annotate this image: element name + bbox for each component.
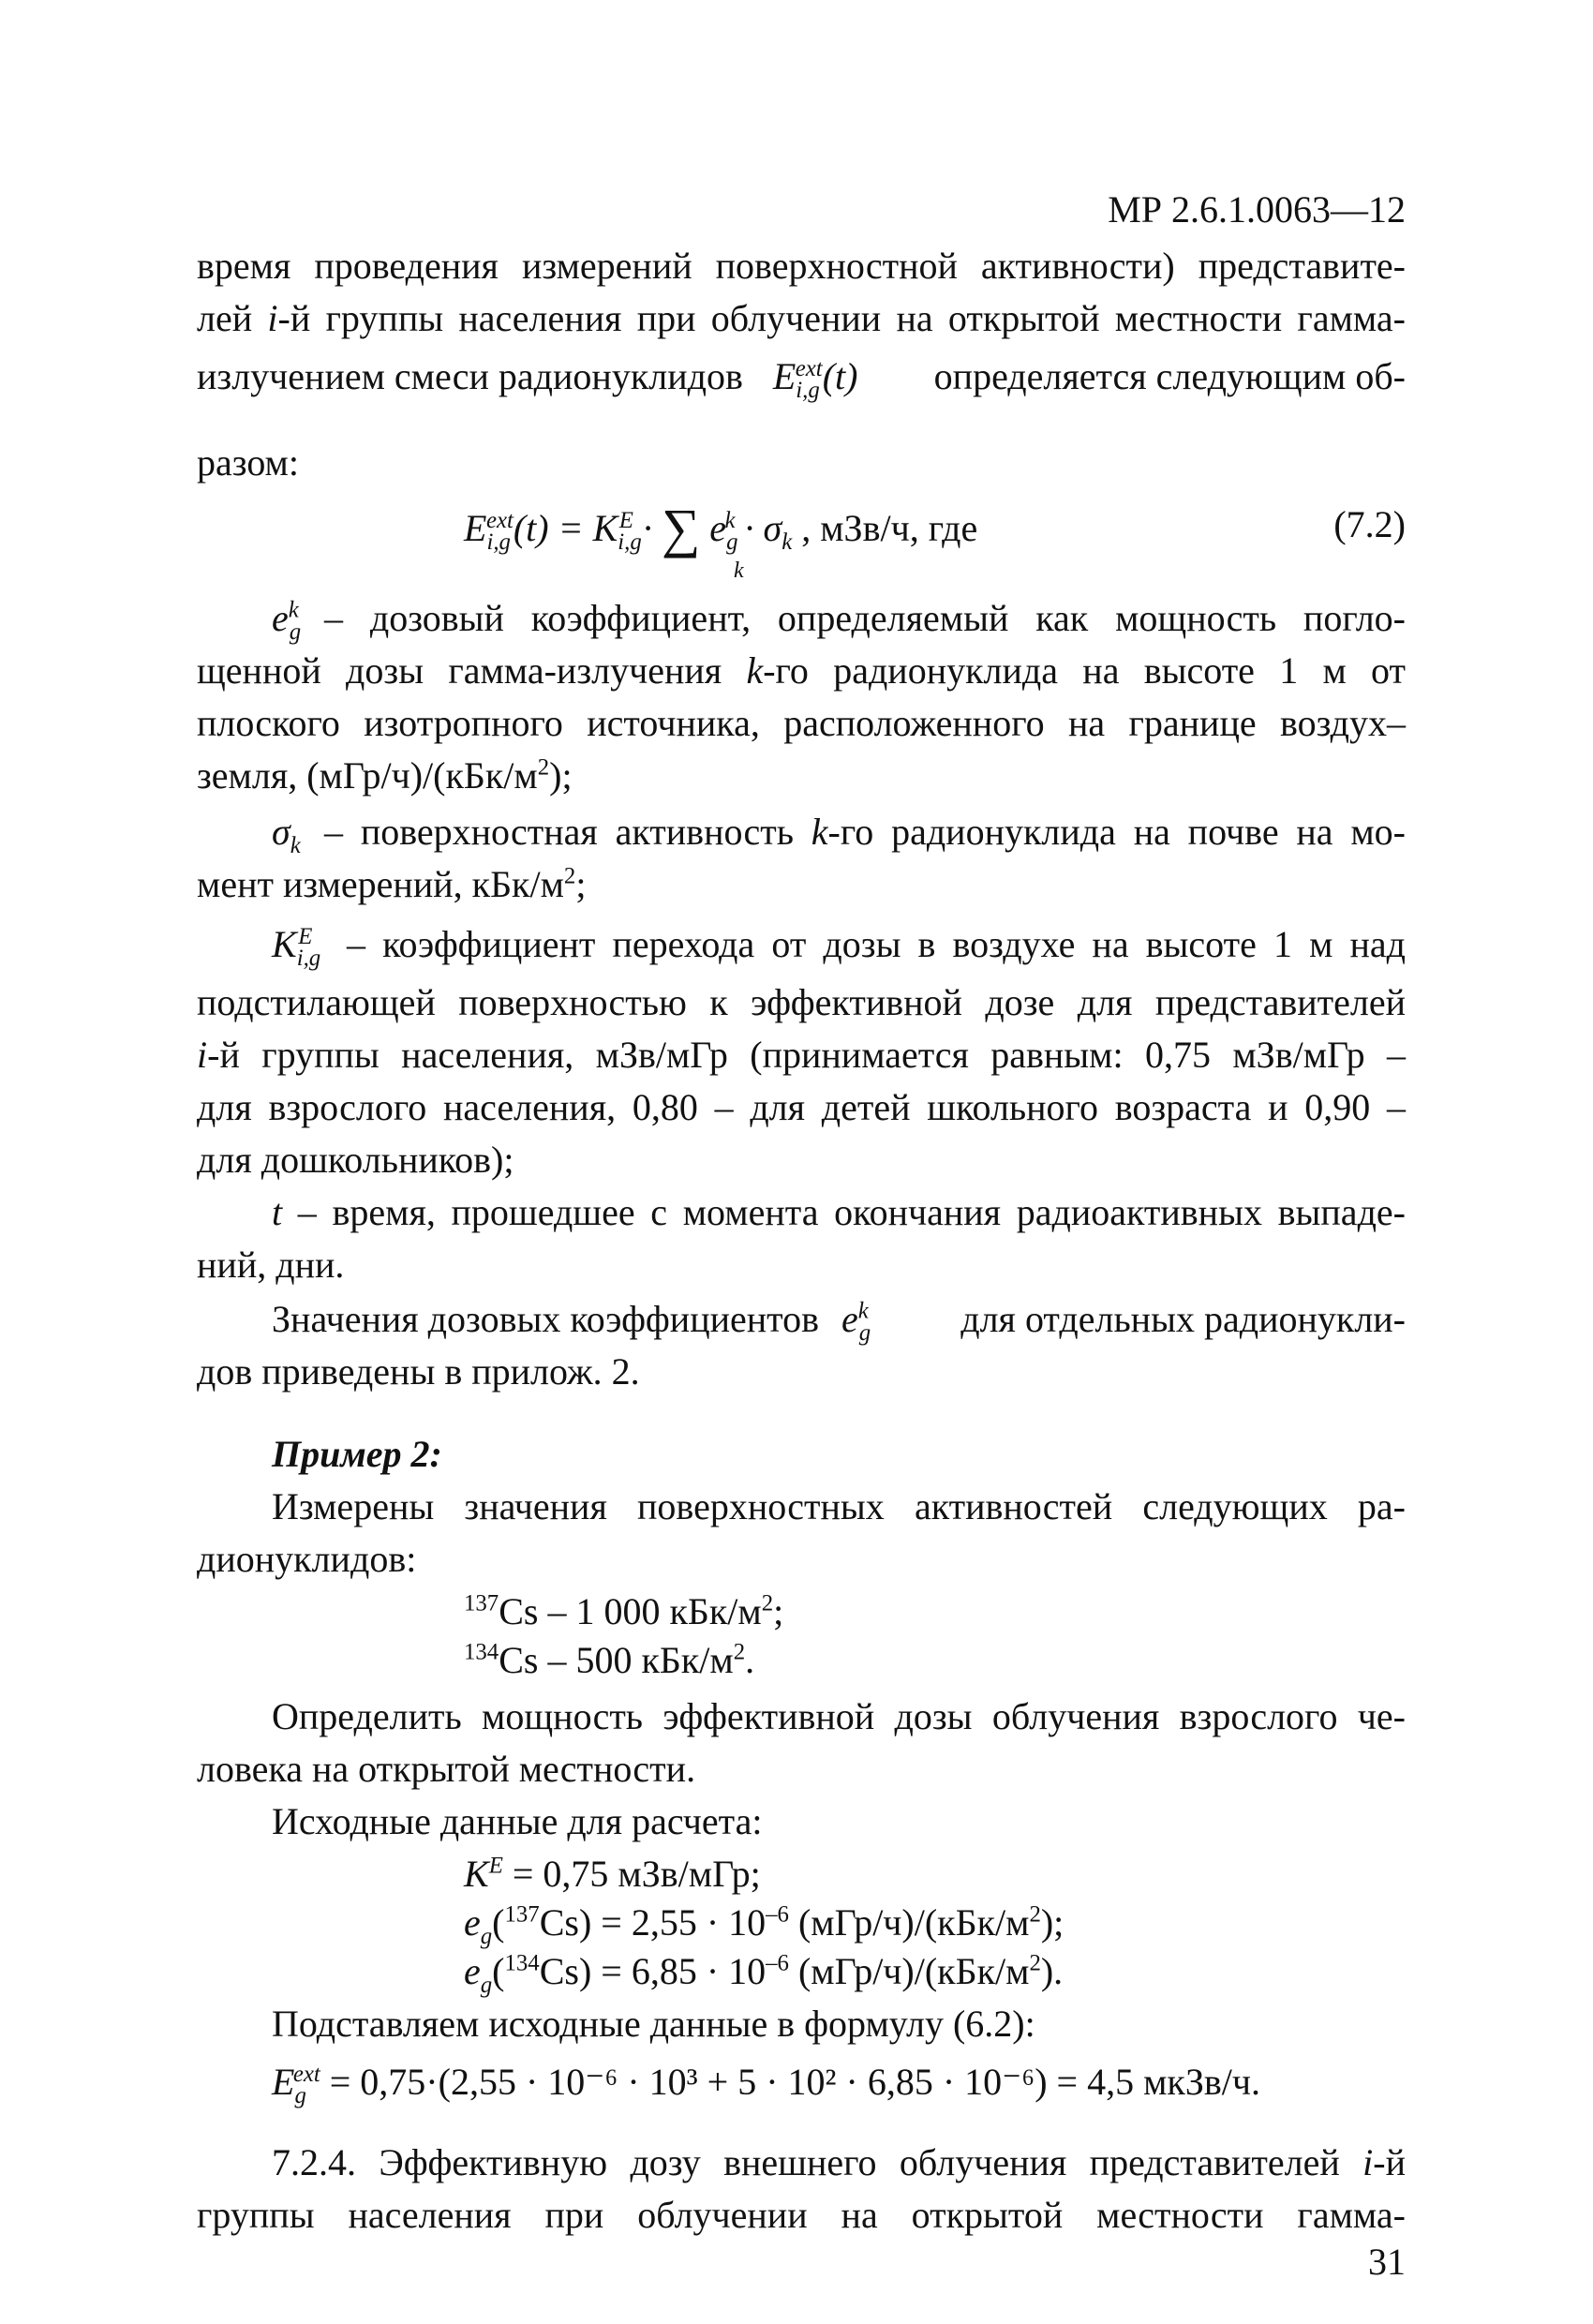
def-k-line-3 <box>197 1029 1406 1081</box>
intro-line-2-pre: лей <box>197 297 268 339</box>
document-code: МР 2.6.1.0063—12 <box>1108 188 1406 231</box>
intro-line-4: разом: <box>197 441 299 484</box>
k-symbol: $K_{i,g}^E$ <box>272 923 321 971</box>
source-data-title: Исходные данные для расчета: <box>272 1800 763 1842</box>
task-line-2: ловека на открытой местности. <box>197 1748 696 1790</box>
e-ext-g-symbol: $E_g^{ext}$ <box>272 2061 320 2108</box>
def-k-line-1 <box>272 918 1406 971</box>
sum-index: k <box>734 559 744 583</box>
result-text: = 0,75·(2,55 · 10⁻⁶ · 10³ + 5 · 10² · 6,85 · 10⁻⁶) = 4,5 мкЗв/ч. <box>320 2061 1260 2103</box>
def-eg-text-2-pre: щенной дозы гамма-излучения <box>197 649 747 692</box>
formula-unit: , мЗв/ч, где <box>801 507 978 549</box>
section-7-2-4-line-2: группы населения при облучении на открытой местности гамма- <box>197 2194 1406 2236</box>
intro-line-2-post: -й группы населения при облучении на открытой местности гамма- <box>277 297 1406 339</box>
def-t-text-1: – время, прошедшее с момента окончания радиоактивных выпаде- <box>282 1191 1406 1233</box>
example-line-2: дионуклидов: <box>197 1538 417 1580</box>
intro-line-2-i: i <box>267 297 278 339</box>
def-sigma-text-2-end: ; <box>575 863 587 905</box>
def-eg-text-2-post: -го радионуклида на высоте 1 м от <box>763 649 1406 692</box>
formula-rhs: $e_g^k \cdot \sigma_k$ <box>709 507 793 555</box>
eg-symbol: $e^k_g$ <box>272 597 302 645</box>
def-eg-line-2 <box>197 645 1406 697</box>
def-k-line-5: для дошкольников); <box>197 1139 514 1181</box>
cs134-text: Cs – 500 кБк/м <box>499 1639 734 1681</box>
cs137-end: ; <box>773 1590 784 1632</box>
section-7-2-4-i: i <box>1362 2141 1374 2183</box>
eg-cs134-text: Cs) = 6,85 · 10 <box>539 1950 767 1992</box>
def-sigma-line-2: мент измерений, кБк/$м^2$; <box>197 863 587 905</box>
intro-line-2 <box>197 292 1406 345</box>
cs134-end: . <box>745 1639 755 1681</box>
eg-cs137-value: $e_g(^{137}Cs) = 2,55 \cdot 10^{-6}$ $(мГр/ч)/(кБк/м^2)$; <box>464 1901 1064 1949</box>
def-t-line-1 <box>272 1186 1406 1239</box>
def-eg-line-4: земля, $(мГр/ч)/(кБк/м^2)$; <box>197 754 573 797</box>
eg-cs137-unit: (мГр/ч)/(кБк/м <box>788 1901 1030 1944</box>
intro-line-3-pre: излучением смеси радионуклидов <box>197 355 743 397</box>
kE-value: $K^E = 0,75$ мЗв/мГр; <box>464 1853 761 1895</box>
cs134-mass: 134 <box>464 1639 499 1665</box>
def-eg-text-2-k: k <box>746 649 764 692</box>
def-eg-text-1: – дозовый коэффициент, определяемый как мощность погло- <box>324 597 1406 639</box>
def-k-text-1: – коэффициент перехода от дозы в воздухе на высоте 1 м над <box>347 923 1406 965</box>
def-t-symbol: t <box>272 1191 283 1233</box>
example-title: Пример 2: <box>272 1433 442 1475</box>
cs134-activity: $^{134}$Cs – 500 кБк/$м^2$. <box>464 1639 755 1681</box>
task-line-1: Определить мощность эффективной дозы облучения взрослого че- <box>272 1695 1406 1737</box>
def-eg-text-4: земля, (мГр/ч)/(кБк/м <box>197 754 538 797</box>
eg-cs134-value: $e_g(^{134}Cs) = 6,85 \cdot 10^{-6}$ $(мГр/ч)/(кБк/м^2)$. <box>464 1950 1064 1998</box>
def-k-line-3-text: -й группы населения, мЗв/мГр (принимается равным: 0,75 мЗв/мГр – <box>207 1034 1406 1076</box>
cs137-mass: 137 <box>464 1590 499 1616</box>
formula-lhs: $E_{i,g}^{ext}(t) = K_{i,g}^E$ · <box>464 507 652 555</box>
eg-cs134-unit: (мГр/ч)/(кБк/м <box>788 1950 1030 1992</box>
intro-line-3-post: определяется следующим об- <box>933 355 1406 397</box>
values-line-1-post: для отдельных радионукли- <box>960 1298 1406 1340</box>
def-t-line-2: ний, дни. <box>197 1244 345 1286</box>
eg-cs134-exp: –6 <box>766 1950 789 1976</box>
def-k-line-4: для взрослого населения, 0,80 – для детей школьного возраста и 0,90 – <box>197 1086 1406 1128</box>
def-k-line-3-i: i <box>197 1034 208 1076</box>
section-7-2-4-line-1 <box>272 2137 1406 2189</box>
eg-cs134-end: ). <box>1040 1950 1064 1992</box>
page-number: 31 <box>1368 2241 1406 2283</box>
formula-7-2 <box>464 497 977 559</box>
eg-cs137-exp: –6 <box>766 1901 789 1928</box>
cs137-activity: $^{137}$Cs – 1 000 кБк/$м^2$; <box>464 1590 784 1632</box>
def-sigma-line-1 <box>272 806 1406 858</box>
values-line-1-pre: Значения дозовых коэффициентов <box>272 1298 820 1340</box>
def-sigma-post: -го радионуклида на почве на мо- <box>827 811 1406 853</box>
def-sigma-text-1 <box>324 806 1406 858</box>
def-k-line-2: подстилающей поверхностью к эффективной дозе для представителей <box>197 981 1406 1023</box>
eg-cs137-end: ); <box>1040 1901 1064 1944</box>
def-sigma-text-2: мент измерений, кБк/м <box>197 863 564 905</box>
result-line <box>272 2056 1260 2108</box>
section-7-2-4-pre: 7.2.4. Эффективную дозу внешнего облучения представителей <box>272 2141 1363 2183</box>
example-line-1: Измерены значения поверхностных активностей следующих ра- <box>272 1485 1406 1527</box>
intro-line-1: время проведения измерений поверхностной активности) представите- <box>197 245 1406 287</box>
eg-cs134-mass: 134 <box>504 1950 540 1976</box>
values-line-2: дов приведены в прилож. 2. <box>197 1350 640 1393</box>
def-eg-text-4-end: ); <box>549 754 573 797</box>
section-7-2-4-post: -й <box>1373 2141 1406 2183</box>
substitute-line: Подставляем исходные данные в формулу (6.2): <box>272 2003 1035 2045</box>
intro-line-3 <box>197 350 1406 403</box>
def-sigma-k: k <box>811 811 828 853</box>
sum-symbol: ∑ <box>661 498 701 559</box>
def-sigma-pre: – поверхностная активность <box>324 811 811 853</box>
eg-cs137-mass: 137 <box>504 1901 540 1928</box>
kE-text: = 0,75 мЗв/мГр; <box>502 1853 761 1895</box>
def-eg-line-3: плоского изотропного источника, расположенного на границе воздух– <box>197 702 1406 744</box>
eg-symbol-inline: $e^k_g$ <box>841 1298 871 1346</box>
cs137-text: Cs – 1 000 кБк/м <box>499 1590 762 1632</box>
e-ext-symbol-inline: $E_{i,g}^{ext}(t)$ <box>772 355 858 403</box>
formula-number: (7.2) <box>1333 503 1406 545</box>
sigma-symbol: $\sigma_k$ <box>272 811 301 858</box>
values-line-1 <box>272 1293 1406 1346</box>
def-eg-line-1 <box>272 592 1406 645</box>
eg-cs137-text: Cs) = 2,55 · 10 <box>539 1901 767 1944</box>
